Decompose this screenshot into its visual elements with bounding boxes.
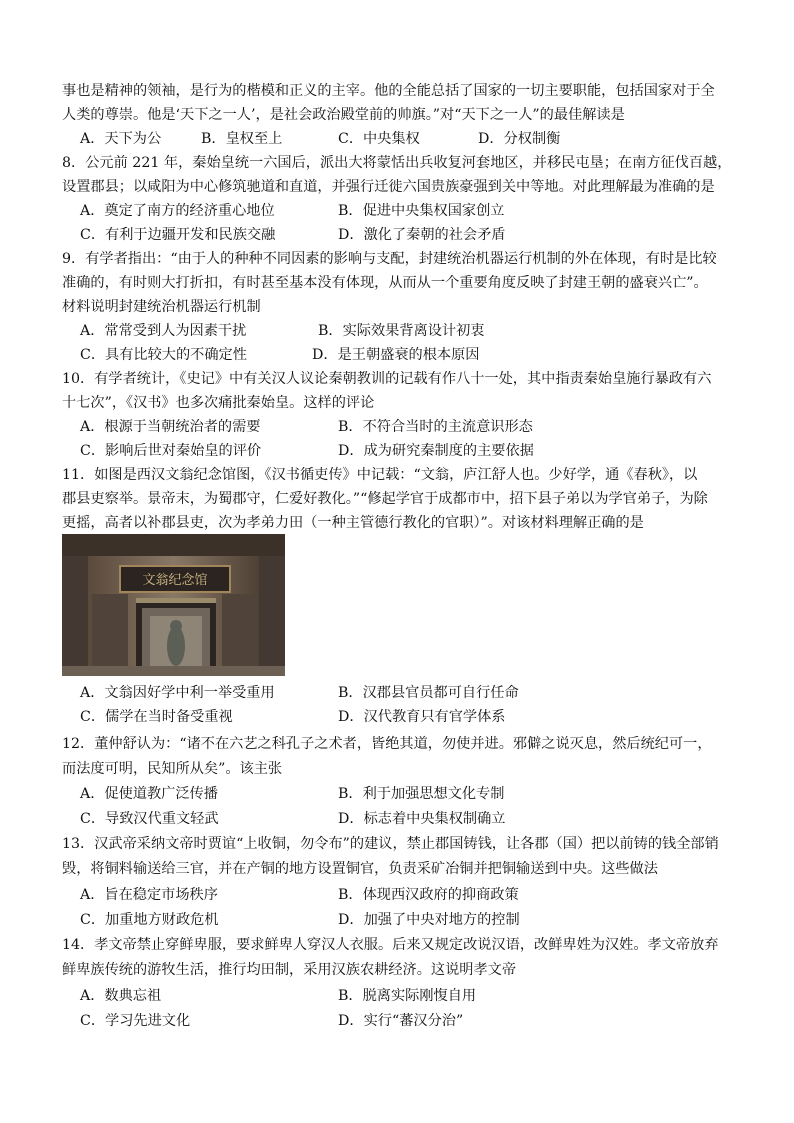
q11-option-a: A．文翁因好学中利一举受重用 [80,685,275,701]
q10-stem-line-1: 10．有学者统计，《史记》中有关汉人议论秦朝教训的记载有作八十一处，其中指责秦始皇施行暴政有六 [62,371,712,387]
q14-stem-line-1: 14．孝文帝禁止穿鲜卑服，要求鲜卑人穿汉人衣服。后来又规定改说汉语，改鲜卑姓为汉姓。孝文帝放弃 [62,937,719,953]
q8-option-d: D．激化了秦朝的社会矛盾 [338,227,506,243]
q8-option-b: B．促进中央集权国家创立 [338,203,505,219]
q12-option-a: A．促使道教广泛传播 [80,786,218,802]
q12-stem-line-2: 而法度可明，民知所从矣”。该主张 [62,761,283,777]
q7-option-b: B．皇权至上 [201,131,283,147]
wenweng-memorial-hall-photo [62,534,285,676]
q14-option-a: A．数典忘祖 [80,988,162,1004]
q8-option-c: C．有利于边疆开发和民族交融 [80,227,276,243]
q10-option-d: D．成为研究秦制度的主要依据 [338,443,534,459]
q8-option-a: A．奠定了南方的经济重心地位 [80,203,275,219]
q9-option-c: C．具有比较大的不确定性 [80,347,247,363]
q10-option-c: C．影响后世对秦始皇的评价 [80,443,262,459]
q11-stem-line-1: 11．如图是西汉文翁纪念馆图，《汉书循吏传》中记载：“文翁，庐江舒人也。少好学，通《春秋》，以 [62,467,698,483]
q9-option-a: A．常常受到人为因素干扰 [80,323,247,339]
q12-option-c: C．导致汉代重文轻武 [80,811,219,827]
q10-stem-line-2: 十七次”，《汉书》也多次痛批秦始皇。这样的评论 [62,395,375,411]
q9-stem-line-1: 9．有学者指出：“由于人的种种不同因素的影响与支配，封建统治机器运行机制的外在体现，有时是比较 [62,251,717,267]
q13-option-b: B．体现西汉政府的抑商政策 [338,887,519,903]
q13-option-d: D．加强了中央对地方的控制 [338,912,520,928]
q14-option-d: D．实行“蕃汉分治” [338,1013,464,1029]
q10-option-a: A．根源于当朝统治者的需要 [80,419,261,435]
q8-stem-line-2: 设置郡县；以咸阳为中心修筑驰道和直道，并强行迁徙六国贵族豪强到关中等地。对此理解最为准确的是 [62,179,715,195]
q12-option-d: D．标志着中央集权制确立 [338,811,506,827]
q13-stem-line-1: 13．汉武帝采纳文帝时贾谊“上收铜，勿令布”的建议，禁止郡国铸钱，让各郡（国）把以前铸的钱全部销 [62,836,719,852]
memorial-hall-illustration [62,534,285,676]
q14-stem-line-2: 鲜卑族传统的游牧生活，推行均田制，采用汉族农耕经济。这说明孝文帝 [62,962,517,978]
q11-stem-line-3: 更摇，高者以补郡县吏，次为孝弟力田（一种主管德行教化的官职）”。对该材料理解正确的是 [62,515,644,531]
q11-option-d: D．汉代教育只有官学体系 [338,709,506,725]
q7-stem-line-1: 事也是精神的领袖，是行为的楷模和正义的主宰。他的全能总括了国家的一切主要职能，包括国家对于全 [62,83,715,99]
q13-stem-line-2: 毁，将铜料输送给三官，并在产铜的地方设置铜官，负责采矿冶铜并把铜输送到中央。这些做法 [62,861,658,877]
q13-option-c: C．加重地方财政危机 [80,912,219,928]
q10-option-b: B．不符合当时的主流意识形态 [338,419,533,435]
q7-option-d: D．分权制衡 [478,131,561,147]
q12-stem-line-1: 12．董仲舒认为：“诸不在六艺之科孔子之术者，皆绝其道，勿使并进。邪僻之说灭息，然后统纪可一， [62,736,712,752]
memorial-hall-sign-text: 文翁纪念馆 [142,573,208,588]
q7-option-a: A．天下为公 [80,131,162,147]
q11-stem-line-2: 郡县吏察举。景帝末，为蜀郡守，仁爱好教化。”“修起学官于成都市中，招下县子弟以为学官弟子，为除 [62,491,708,507]
q7-option-c: C．中央集权 [338,131,420,147]
q9-stem-line-3: 材料说明封建统治机器运行机制 [62,299,261,315]
q7-stem-line-2: 人类的尊崇。他是‘天下之一人’，是社会政治殿堂前的帅旗。”对“天下之一人”的最佳解读是 [62,107,625,123]
q11-option-b: B．汉郡县官员都可自行任命 [338,685,519,701]
q14-option-b: B．脱离实际刚愎自用 [338,988,477,1004]
q9-stem-line-2: 准确的，有时则大打折扣，有时甚至基本没有体现，从而从一个重要角度反映了封建王朝的盛衰兴亡”。 [62,275,708,291]
q13-option-a: A．旨在稳定市场秩序 [80,887,218,903]
q14-option-c: C．学习先进文化 [80,1013,191,1029]
q9-option-d: D．是王朝盛衰的根本原因 [312,347,480,363]
q11-option-c: C．儒学在当时备受重视 [80,709,233,725]
q8-stem-line-1: 8．公元前 221 年，秦始皇统一六国后，派出大将蒙恬出兵收复河套地区，并移民屯垦；在南方征伐百越， [62,155,732,171]
q12-option-b: B．利于加强思想文化专制 [338,786,505,802]
q9-option-b: B．实际效果背离设计初衷 [318,323,485,339]
